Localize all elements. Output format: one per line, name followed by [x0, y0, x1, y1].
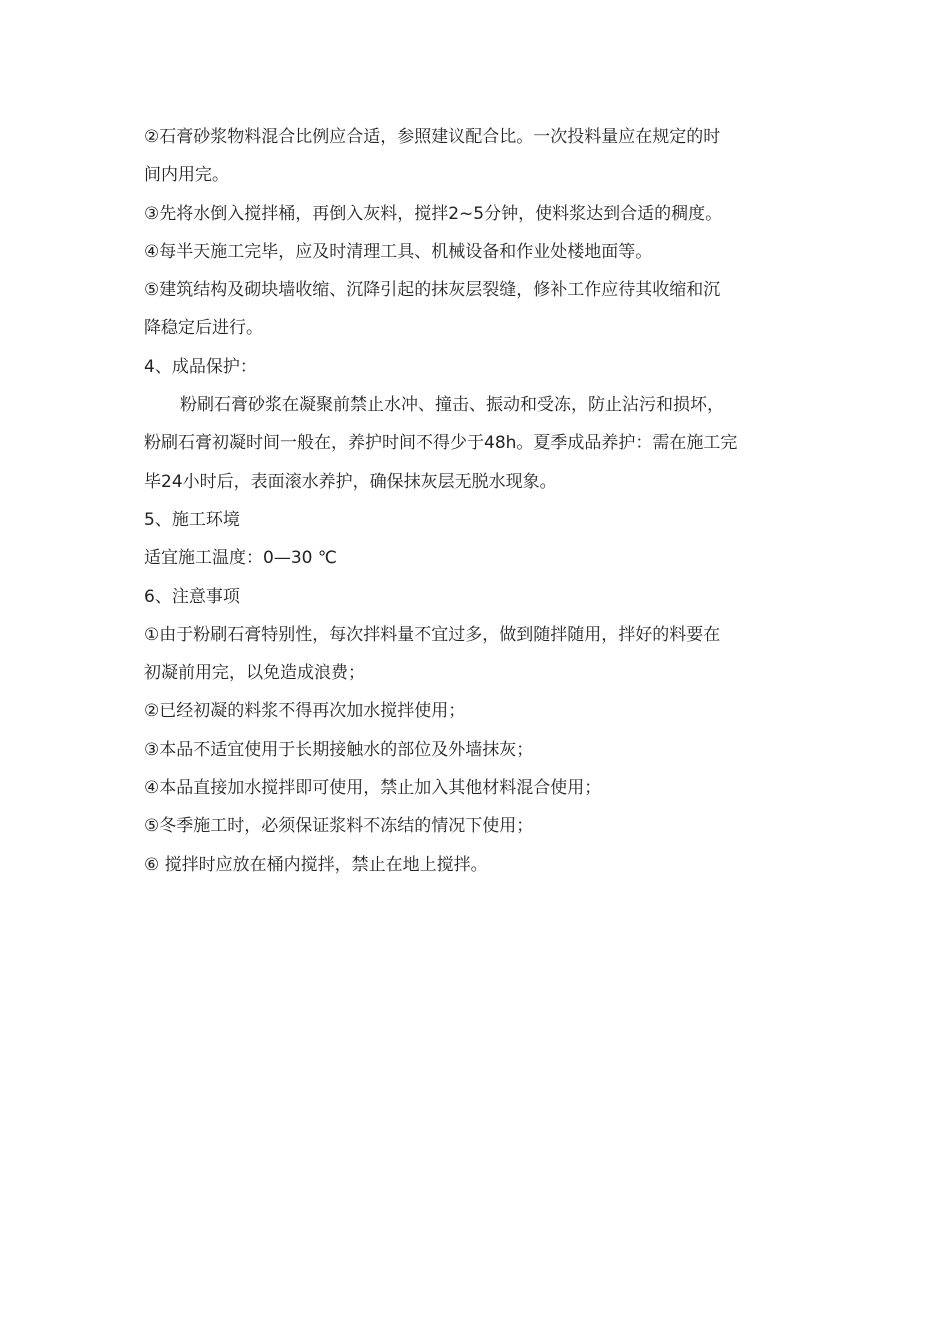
- text-line-14: ①由于粉刷石膏特别性，每次拌料量不宜过多，做到随拌随用，拌好的料要在: [144, 624, 721, 645]
- document-page: [144, 118, 809, 884]
- text-line-8: 粉刷石膏砂浆在凝聚前禁止水冲、撞击、振动和受冻，防止沾污和损坏，: [180, 395, 724, 416]
- text-line-2: 间内用完。: [144, 165, 229, 186]
- text-line-4: ④每半天施工完毕，应及时清理工具、机械设备和作业处楼地面等。: [144, 241, 653, 262]
- text-line-6: 降稳定后进行。: [144, 318, 263, 339]
- section-heading-notes: 6、注意事项: [144, 586, 240, 607]
- text-line-1: ②石膏砂浆物料混合比例应合适，参照建议配合比。一次投料量应在规定的时: [144, 127, 721, 147]
- text-line-15: 初凝前用完，以免造成浪费；: [144, 663, 365, 684]
- text-line-9: 粉刷石膏初凝时间一般在，养护时间不得少于48h。夏季成品养护：需在施工完: [144, 433, 738, 454]
- text-line-17: ③本品不适宜使用于长期接触水的部位及外墙抹灰；: [144, 739, 534, 760]
- text-line-12: 适宜施工温度：0—30 ℃: [144, 548, 337, 569]
- text-line-16: ②已经初凝的料浆不得再次加水搅拌使用；: [144, 701, 466, 722]
- text-line-19: ⑤冬季施工时，必须保证浆料不冻结的情况下使用；: [144, 816, 534, 837]
- section-heading-product-protection: 4、成品保护：: [144, 356, 257, 377]
- text-line-20: ⑥ 搅拌时应放在桶内搅拌，禁止在地上搅拌。: [144, 854, 488, 875]
- section-heading-environment: 5、施工环境: [144, 509, 240, 530]
- text-line-10: 毕24小时后，表面滚水养护，确保抹灰层无脱水现象。: [144, 471, 557, 492]
- text-line-5: ⑤建筑结构及砌块墙收缩、沉降引起的抹灰层裂缝，修补工作应待其收缩和沉: [144, 280, 721, 301]
- text-line-18: ④本品直接加水搅拌即可使用，禁止加入其他材料混合使用；: [144, 778, 602, 799]
- text-line-3: ③先将水倒入搅拌桶，再倒入灰料，搅拌2~5分钟，使料浆达到合适的稠度。: [144, 203, 723, 224]
